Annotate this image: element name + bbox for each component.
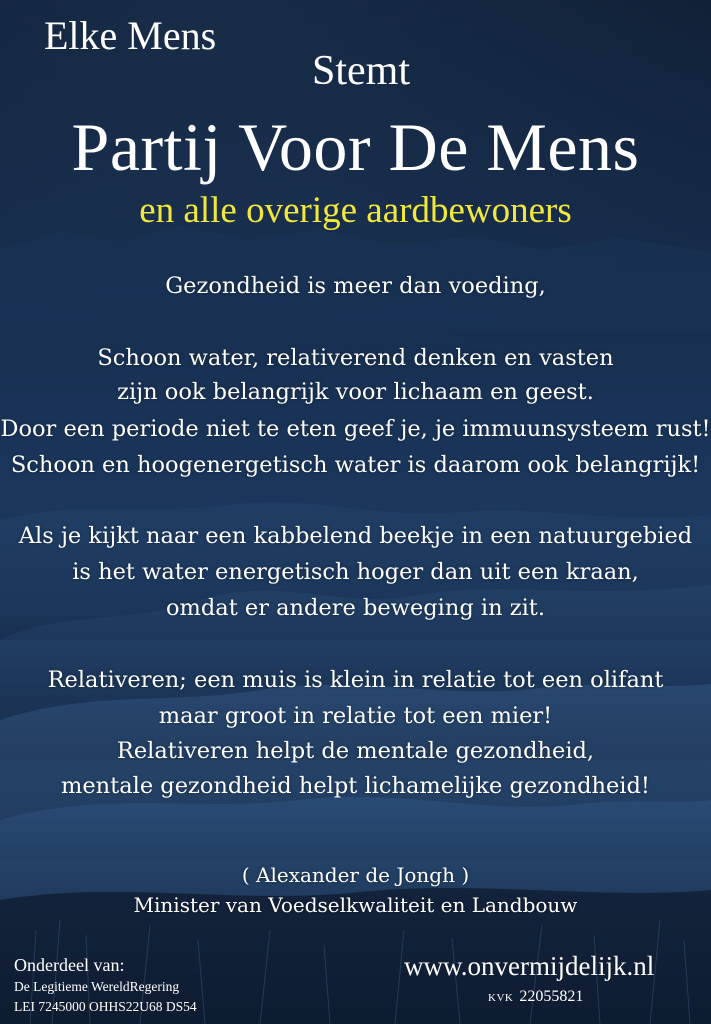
author-role: Minister van Voedselkwaliteit en Landbouw (133, 893, 578, 917)
body-line: zijn ook belangrijk voor lichaam en geest. (117, 379, 594, 405)
body-line: omdat er andere beweging in zit. (166, 595, 545, 621)
body-line: is het water energetisch hoger dan uit een kraan, (72, 559, 639, 585)
body-line: maar groot in relatie tot een mier! (158, 703, 553, 729)
headline-elke-mens: Elke Mens (44, 13, 217, 58)
body-line: Gezondheid is meer dan voeding, (165, 273, 546, 299)
kvk-registration (488, 986, 583, 1009)
body-line: Door een periode niet te eten geef je, je immuunsysteem rust! (0, 416, 711, 442)
body-line: Schoon en hoogenergetisch water is daarom ook belangrijk! (10, 452, 701, 478)
author-credit: ( Alexander de Jongh ) (241, 863, 470, 887)
kvk-label: KVK (488, 992, 514, 1004)
body-line: Als je kijkt naar een kabbelend beekje in een natuurgebied (18, 523, 693, 549)
headline-stemt: Stemt (312, 48, 411, 94)
organization-name: De Legitieme WereldRegering (14, 979, 180, 994)
lei-code: LEI 7245000 OHHS22U68 DS54 (14, 999, 197, 1014)
body-line: mentale gezondheid helpt lichamelijke gezondheid! (61, 773, 650, 799)
body-line: Relativeren helpt de mentale gezondheid, (116, 738, 595, 764)
part-of-label: Onderdeel van: (14, 955, 125, 975)
website-link[interactable]: www.onvermijdelijk.nl (404, 951, 655, 981)
party-name-title: Partij Voor De Mens (71, 109, 640, 185)
body-line: Schoon water, relativerend denken en vasten (97, 345, 614, 371)
party-subtitle: en alle overige aardbewoners (139, 190, 572, 231)
kvk-number: 22055821 (519, 988, 584, 1005)
body-line: Relativeren; een muis is klein in relatie tot een olifant (47, 667, 664, 693)
